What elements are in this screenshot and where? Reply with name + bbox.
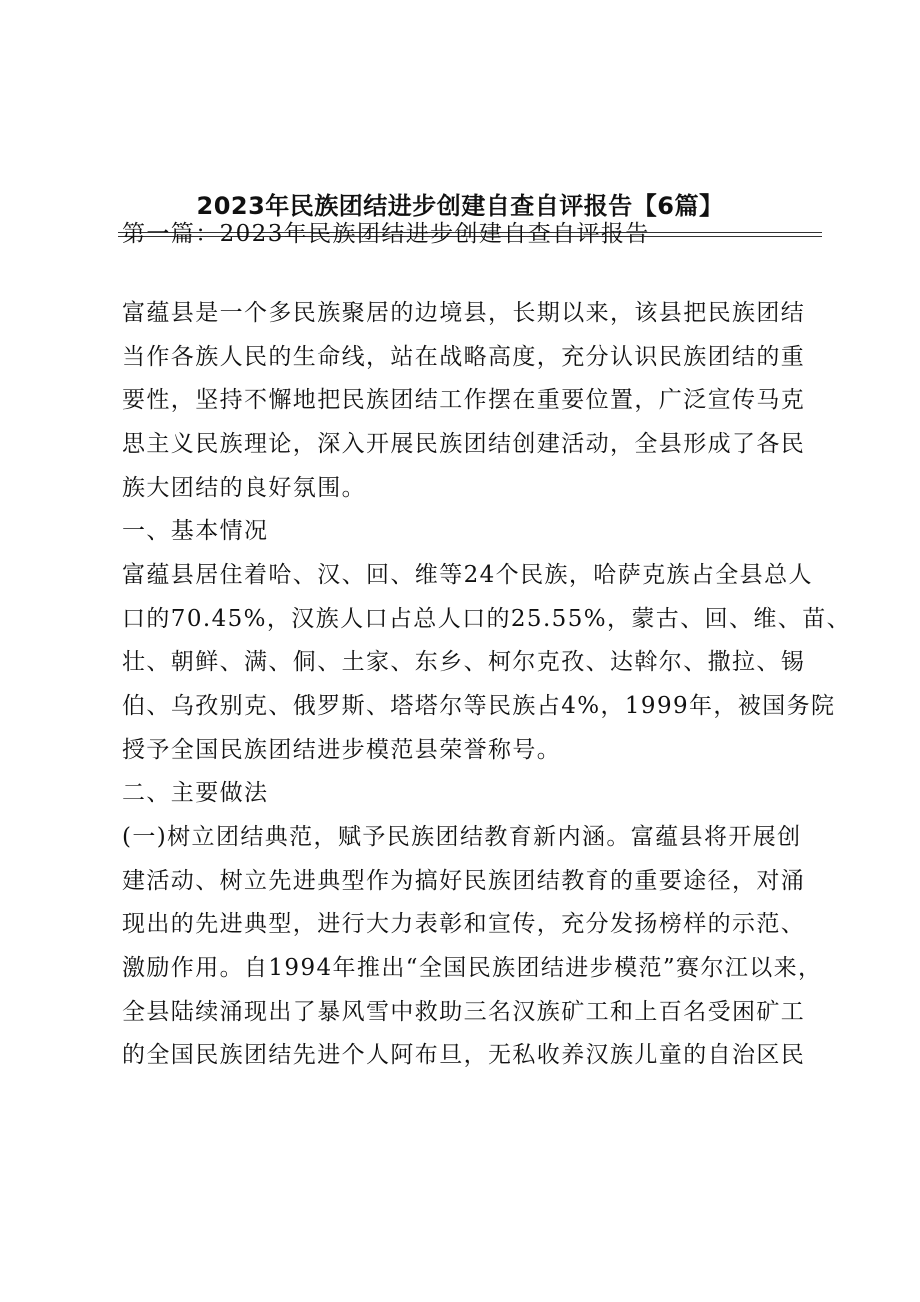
paragraph-line: 伯、乌孜别克、俄罗斯、塔塔尔等民族占4%，1999年，被国务院 <box>122 693 836 719</box>
paragraph-line: 族大团结的良好氛围。 <box>122 475 366 501</box>
paragraph-line: 现出的先进典型，进行大力表彰和宣传，充分发扬榜样的示范、 <box>122 911 806 937</box>
section-heading-basic-situation: 一、基本情况 <box>122 518 269 544</box>
paragraph-line: 当作各族人民的生命线，站在战略高度，充分认识民族团结的重 <box>122 344 806 370</box>
paragraph-line: 的全国民族团结先进个人阿布旦，无私收养汉族儿童的自治区民 <box>122 1042 806 1068</box>
paragraph-line: 富蕴县是一个多民族聚居的边境县，长期以来，该县把民族团结 <box>122 300 806 326</box>
paragraph-line: 富蕴县居住着哈、汉、回、维等24个民族，哈萨克族占全县总人 <box>122 562 813 588</box>
section-heading-first-article: 第一篇：2023年民族团结进步创建自查自评报告 <box>122 221 650 247</box>
paragraph-line: 口的70.45%，汉族人口占总人口的25.55%，蒙古、回、维、苗、 <box>122 606 851 632</box>
paragraph-line: 建活动、树立先进典型作为搞好民族团结教育的重要途径，对涌 <box>122 868 806 894</box>
paragraph-line: 激励作用。自1994年推出“全国民族团结进步模范”赛尔江以来， <box>122 955 823 981</box>
section-heading-main-practices: 二、主要做法 <box>122 780 269 806</box>
document-title: 2023年民族团结进步创建自查自评报告【6篇】 <box>196 192 724 220</box>
paragraph-line: 全县陆续涌现出了暴风雪中救助三名汉族矿工和上百名受困矿工 <box>122 999 806 1025</box>
paragraph-line: (一)树立团结典范，赋予民族团结教育新内涵。富蕴县将开展创 <box>122 824 802 850</box>
paragraph-line: 思主义民族理论，深入开展民族团结创建活动，全县形成了各民 <box>122 431 806 457</box>
paragraph-line: 授予全国民族团结进步模范县荣誉称号。 <box>122 737 562 763</box>
paragraph-line: 要性，坚持不懈地把民族团结工作摆在重要位置，广泛宣传马克 <box>122 387 806 413</box>
paragraph-line: 壮、朝鲜、满、侗、土家、东乡、柯尔克孜、达斡尔、撒拉、锡 <box>122 649 806 675</box>
